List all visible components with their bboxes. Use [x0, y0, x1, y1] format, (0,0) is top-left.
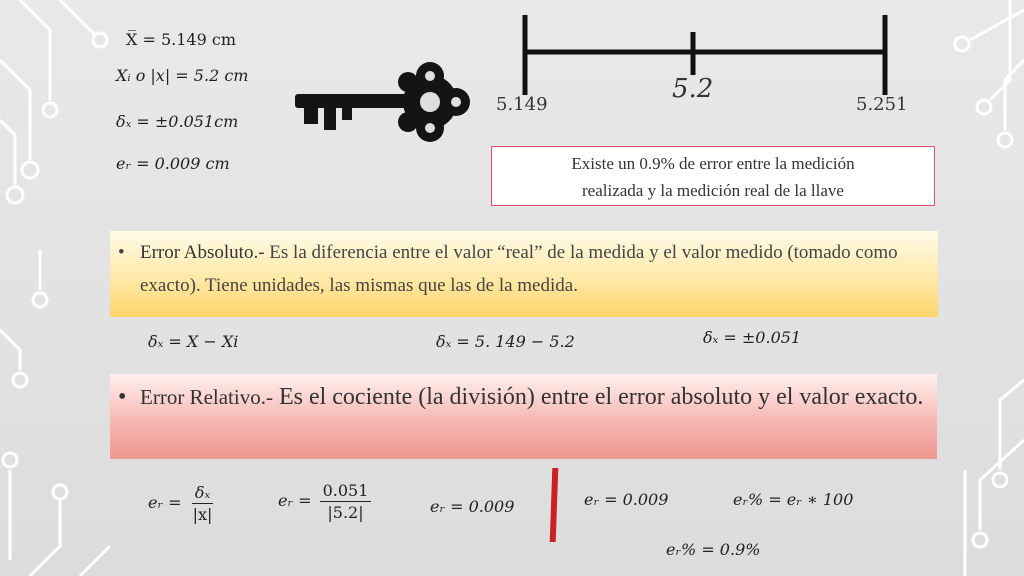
relative-error-definition: [110, 374, 937, 459]
fraction-denominator: |5.2|: [327, 503, 364, 522]
absolute-error-text: Es la diferencia entre el valor “real” de la medida y el valor medido (tomado como exacto). Tiene unidades, las mismas que las de la medida.: [140, 242, 898, 296]
mean-value-formula: X̅ = 5.149 cm: [126, 30, 236, 49]
relative-error-value: eᵣ = 0.009 cm: [116, 154, 230, 173]
relative-error-substitution: eᵣ = $\frac{0.051}{|5.2|}$: [278, 481, 374, 522]
bullet: •: [118, 242, 125, 263]
note-line-1: Existe un 0.9% de error entre la medición: [571, 154, 855, 173]
fraction-numerator: δₓ: [192, 483, 213, 504]
note-line-2: realizada y la medición real de la llave: [582, 181, 844, 200]
scale-label-left: 5.149: [496, 94, 548, 115]
key-icon: [290, 60, 470, 150]
percent-error-result: eᵣ% = 0.9%: [666, 540, 761, 559]
scale-label-right: 5.251: [856, 94, 908, 115]
red-divider: [550, 468, 559, 542]
absolute-error-definition: [110, 231, 938, 317]
absolute-error-substitution: δₓ = 5. 149 − 5.2: [436, 332, 575, 351]
absolute-error-formula: δₓ = X − Xi: [148, 332, 239, 351]
bullet: •: [118, 384, 127, 410]
relative-error-result: eᵣ = 0.009: [430, 497, 515, 516]
relative-error-formula: eᵣ = $\frac{\text{δₓ}}{|x|}$: [148, 483, 218, 524]
circuit-decoration-left: [0, 0, 110, 576]
scale-label-center: 5.2: [672, 74, 714, 104]
relative-error-result-repeat: eᵣ = 0.009: [584, 490, 669, 509]
fraction-numerator: 0.051: [320, 481, 372, 502]
absolute-error-term: Error Absoluto.-: [140, 242, 265, 263]
measured-value-formula: Xᵢ o |x| = 5.2 cm: [116, 66, 249, 85]
relative-error-term: Error Relativo.-: [140, 385, 273, 409]
percent-error-formula: eᵣ% = eᵣ ∗ 100: [733, 490, 854, 509]
absolute-error-value: δₓ = ±0.051cm: [116, 112, 239, 131]
absolute-error-result: δₓ = ±0.051: [703, 328, 802, 347]
circuit-decoration-right: [930, 0, 1024, 576]
relative-error-text: Es el cociente (la división) entre el error absoluto y el valor exacto.: [278, 384, 924, 410]
fraction-denominator: |x|: [192, 505, 213, 524]
error-note-box: [491, 146, 935, 206]
